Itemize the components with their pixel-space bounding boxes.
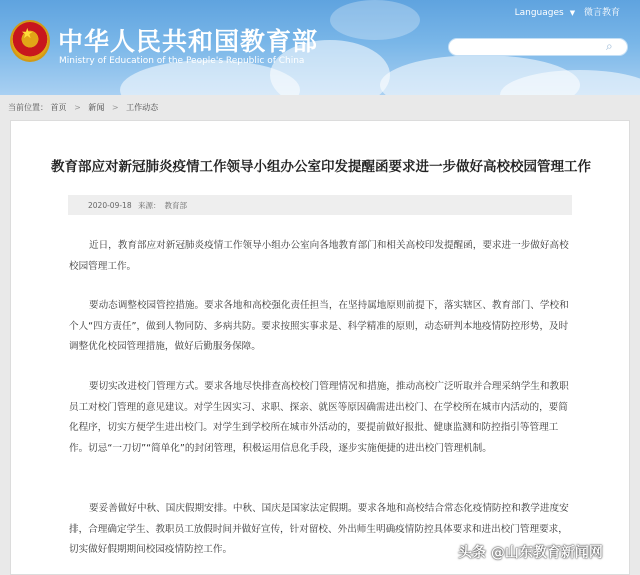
site-subtitle: Ministry of Education of the People's Republic of China: [59, 56, 305, 66]
breadcrumb: [0, 96, 640, 118]
article-paragraph: 要妥善做好中秋、国庆假期安排。中秋、国庆是国家法定假期。要求各地和高校结合常态化疫情防控和教学进度安排，合理确定学生、教职员工放假时间并做好宣传，针对留校、外出师生明确疫情防控具体要求和进出校门管理要求，切实做好假期期间校园疫情防控工作。: [69, 503, 569, 555]
article-paragraph: 近日，教育部应对新冠肺炎疫情工作领导小组办公室向各地教育部门和相关高校印发提醒函，要求进一步做好高校校园管理工作。: [69, 240, 569, 272]
site-header: [0, 0, 640, 95]
site-title[interactable]: 中华人民共和国教育部: [58, 27, 319, 56]
article-container: [10, 120, 630, 575]
article-paragraph: 要动态调整校园管控措施。要求各地和高校强化责任担当，在坚持属地原则前提下，落实辖区、教育部门、学校和个人“四方责任”，做到人物同防、多病共防。要求按照实事求是、科学精准的原则，动态研判本地疫情防控形势，及时调整优化校园管理措施，做好后勤服务保障。: [69, 300, 569, 352]
search-input[interactable]: [448, 38, 628, 56]
weibo-link[interactable]: 微言教育: [583, 8, 620, 18]
breadcrumb-prefix: 当前位置：: [8, 103, 48, 112]
top-links: [509, 5, 620, 18]
watermark-text: 头条 @山东教育新闻网: [458, 545, 603, 561]
search-icon[interactable]: ⌕: [606, 39, 613, 53]
breadcrumb-work-updates[interactable]: 工作动态: [126, 103, 159, 112]
article-source: 教育部: [164, 201, 187, 210]
breadcrumb-home[interactable]: 首页: [50, 103, 67, 112]
source-label: 来源：: [137, 201, 161, 210]
languages-link[interactable]: Languages: [514, 8, 564, 18]
breadcrumb-separator: >: [111, 103, 119, 112]
chevron-down-icon[interactable]: ▼: [569, 9, 576, 17]
article-date: 2020-09-18: [88, 201, 132, 210]
breadcrumb-news[interactable]: 新闻: [88, 103, 105, 112]
emblem-star-icon: ★: [21, 26, 34, 42]
article-paragraph: 要切实改进校门管理方式。要求各地尽快排查高校校门管理情况和措施，推动高校广泛听取并合理采纳学生和教职员工对校门管理的意见建议。对学生因实习、求职、探亲、就医等原因确需进出校门、在学校所在城市内活动的，要简化程序，切实方便学生进出校门。对学生到学校所在城市外活动的，要提前做好报批、健康监测和防控指引等管理工作。切忌“一刀切”“简单化”的封闭管理，积极运用信息化手段，逐步实施便捷的进出校门管理机制。: [69, 381, 569, 454]
article-title: 教育部应对新冠肺炎疫情工作领导小组办公室印发提醒函要求进一步做好高校校园管理工作: [51, 159, 591, 175]
breadcrumb-separator: >: [74, 103, 81, 112]
article-meta: [68, 195, 572, 215]
